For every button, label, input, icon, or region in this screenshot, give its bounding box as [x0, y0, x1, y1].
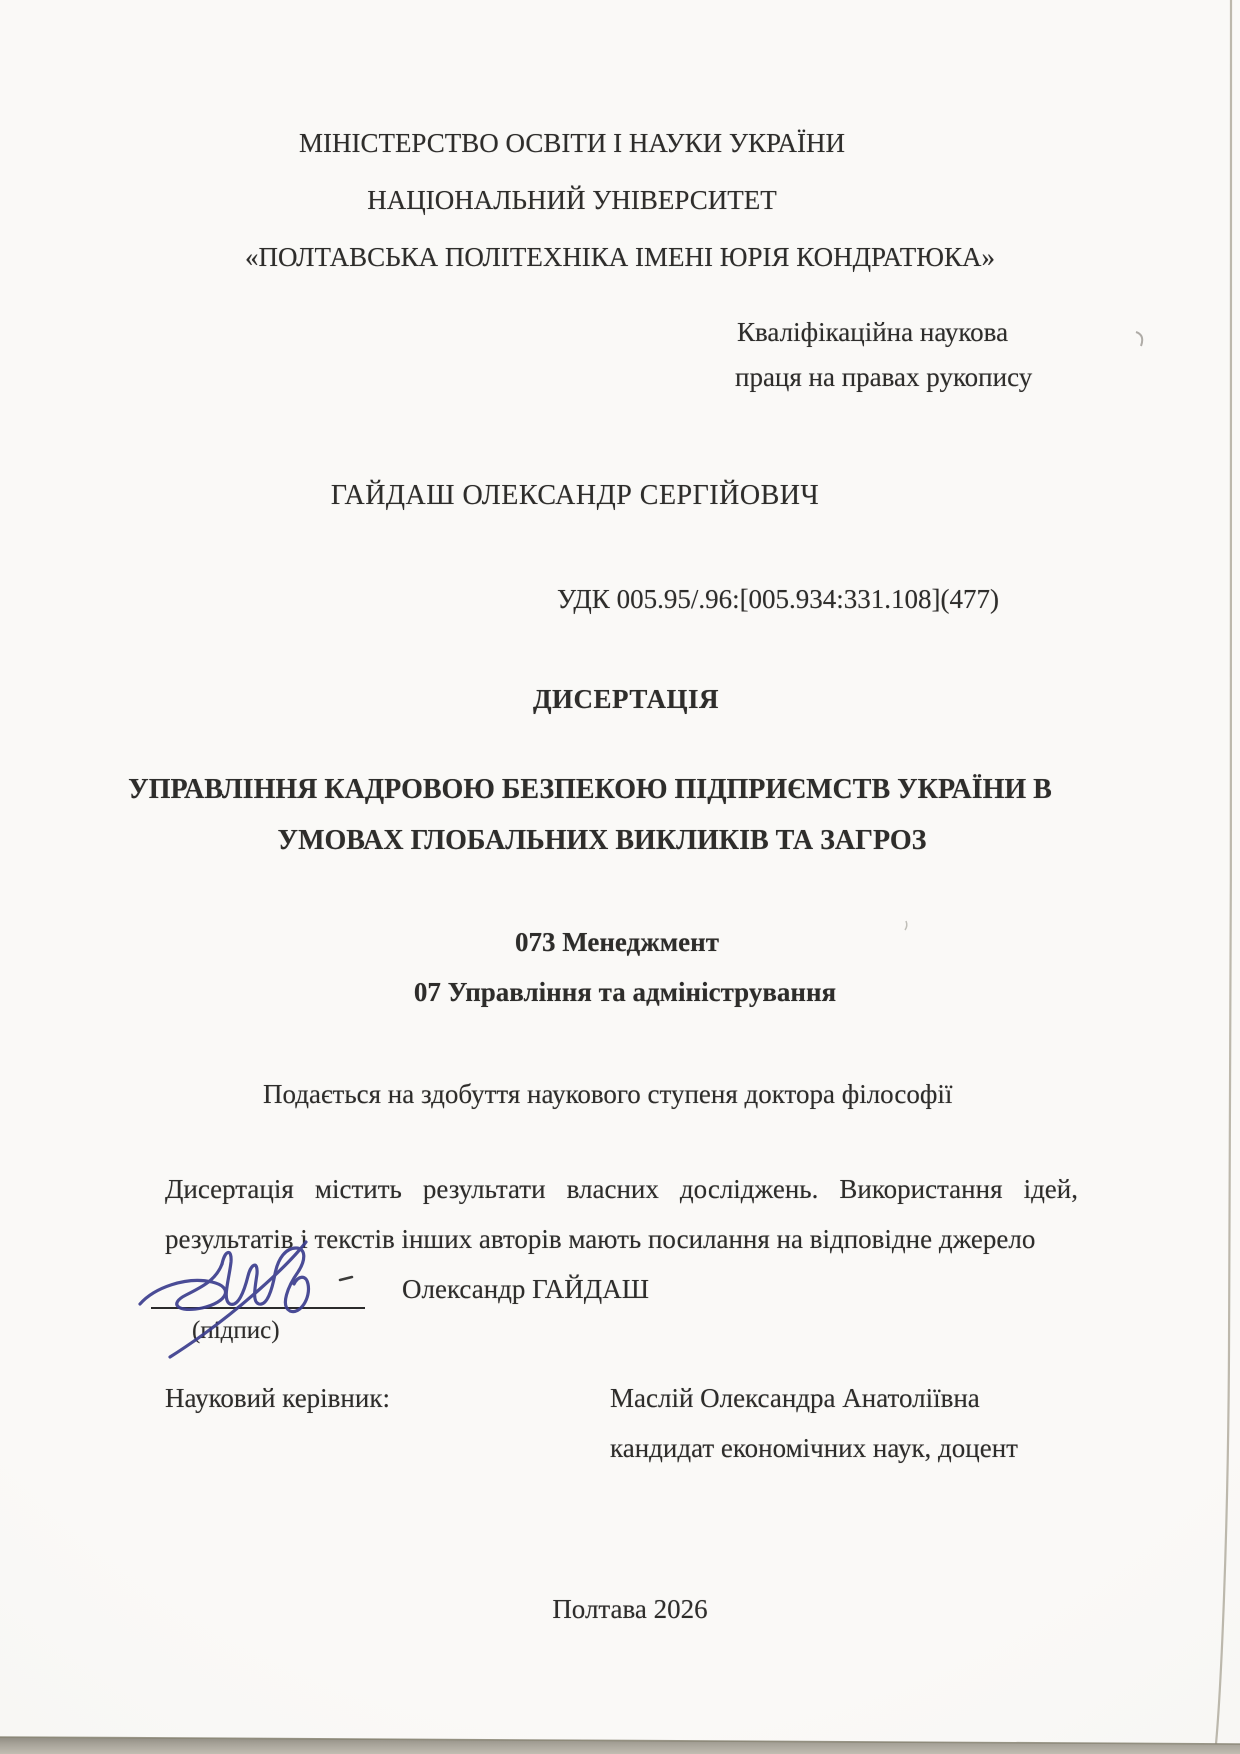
submission-statement: Подається на здобуття наукового ступеня доктора філософії — [263, 1079, 953, 1109]
qualification-note-line2: праця на правах рукопису — [735, 362, 1033, 392]
qualification-note-line1: Кваліфікаційна наукова — [737, 317, 1009, 347]
ministry-line: МІНІСТЕРСТВО ОСВІТИ І НАУКИ УКРАЇНИ — [298, 128, 846, 158]
paper-speck-right — [1136, 332, 1142, 346]
signature-ink — [128, 1236, 368, 1364]
document-type: ДИСЕРТАЦІЯ — [532, 684, 720, 714]
supervisor-name: Маслій Олександра Анатоліївна — [610, 1383, 980, 1413]
specialty-field: 07 Управління та адміністрування — [413, 977, 837, 1007]
declaration-line-2: результатів і текстів інших авторів мають посилання на відповідне джерело — [165, 1224, 1036, 1254]
signature-name: Олександр ГАЙДАШ — [402, 1274, 649, 1304]
declaration-line-1: Дисертація містить результати власних досліджень. Використання ідей, — [165, 1174, 1078, 1204]
author-name: ГАЙДАШ ОЛЕКСАНДР СЕРГІЙОВИЧ — [330, 480, 820, 511]
title-line-2: УМОВАХ ГЛОБАЛЬНИХ ВИКЛИКІВ ТА ЗАГРОЗ — [277, 825, 927, 856]
page-bottom-edge — [0, 1737, 1240, 1754]
university-name-line: «ПОЛТАВСЬКА ПОЛІТЕХНІКА ІМЕНІ ЮРІЯ КОНДРАТЮКА» — [244, 242, 995, 272]
specialty-code: 073 Менеджмент — [515, 927, 719, 957]
supervisor-label: Науковий керівник: — [165, 1383, 390, 1413]
city-year: Полтава 2026 — [552, 1594, 708, 1624]
signature-caption: (підпис) — [192, 1317, 280, 1344]
title-line-1: УПРАВЛІННЯ КАДРОВОЮ БЕЗПЕКОЮ ПІДПРИЄМСТВ УКРАЇНИ В — [128, 774, 1052, 805]
university-line: НАЦІОНАЛЬНИЙ УНІВЕРСИТЕТ — [367, 185, 777, 215]
supervisor-degree: кандидат економічних наук, доцент — [610, 1433, 1018, 1463]
udc-line: УДК 005.95/.96:[005.934:331.108](477) — [557, 584, 1000, 614]
